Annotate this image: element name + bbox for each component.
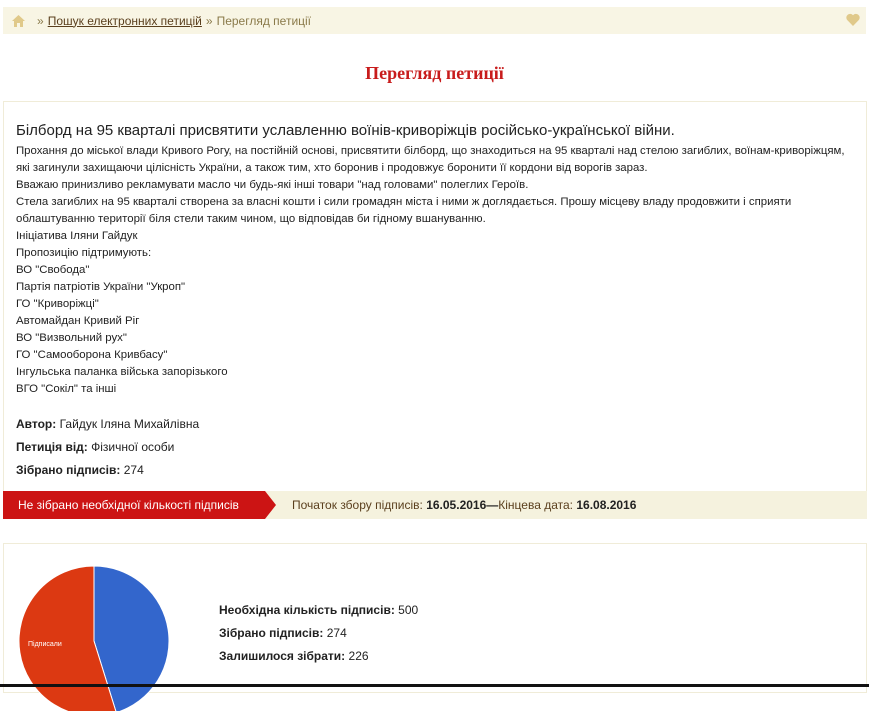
status-badge: Не зібрано необхідної кількості підписів bbox=[3, 491, 265, 519]
signatures-row bbox=[16, 463, 144, 477]
start-date: 16.05.2016 bbox=[426, 498, 487, 512]
collection-dates bbox=[292, 491, 636, 519]
end-label: Кінцева дата: bbox=[498, 498, 573, 512]
status-badge-arrow bbox=[265, 491, 276, 519]
supporter-item: ВО "Визвольний рух" bbox=[16, 332, 127, 344]
petition-paragraph: Стела загиблих на 95 кварталі створена за власні кошти і сили громадян міста і ними ж доглядається. Прошу місцеву владу продовжити і сприяти облаштуванню території біля стели таким чином, що відповідав би гідному вшануванню. bbox=[16, 196, 792, 225]
signatures-value: 274 bbox=[123, 463, 144, 477]
supporter-item: Інгульська паланка війська запорізького bbox=[16, 366, 228, 378]
home-icon[interactable] bbox=[12, 15, 25, 27]
start-label: Початок збору підписів: bbox=[292, 498, 423, 512]
remaining-value: 226 bbox=[348, 649, 369, 663]
petition-from-label: Петиція від: bbox=[16, 440, 88, 454]
supporter-item: Партія патріотів України "Укроп" bbox=[16, 281, 186, 293]
author-label: Автор: bbox=[16, 417, 57, 431]
signatures-label: Зібрано підписів: bbox=[16, 463, 121, 477]
end-date: 16.08.2016 bbox=[576, 498, 637, 512]
remaining-row bbox=[219, 649, 369, 663]
remaining-label: Залишилося зібрати: bbox=[219, 649, 346, 663]
petition-title: Білборд на 95 кварталі присвятити уславленню воїнів-криворіжців російсько-української війни. bbox=[16, 122, 675, 139]
author-row bbox=[16, 417, 199, 431]
page-title: Перегляд петиції bbox=[365, 63, 504, 83]
petition-paragraph: Прохання до міської влади Кривого Рогу, на постійній основі, присвятити білборд, що знаходиться на 95 кварталі над стелою загиблих, воїнам-криворіжцям, які загинули захищаючи цілісність України, а також тим, хто боронив і продовжує боронити її кордони від ворогів зараз. bbox=[16, 145, 845, 174]
supporter-item: Автомайдан Кривий Ріг bbox=[16, 315, 140, 327]
supporter-item: ВГО "Сокіл" та інші bbox=[16, 383, 117, 395]
breadcrumb bbox=[3, 7, 866, 34]
pie-slice-label: Підписали bbox=[28, 641, 62, 648]
date-dash: — bbox=[486, 498, 499, 512]
petition-from-row bbox=[16, 440, 174, 454]
breadcrumb-current: Перегляд петиції bbox=[216, 13, 312, 28]
collected-row bbox=[219, 626, 347, 640]
supporter-item: ГО "Криворіжці" bbox=[16, 298, 99, 310]
heart-icon[interactable] bbox=[846, 13, 860, 26]
breadcrumb-separator: » bbox=[37, 13, 44, 28]
petition-paragraph: Вважаю принизливо рекламувати масло чи будь-які інші товари "над головами" полеглих Героїв. bbox=[16, 179, 529, 191]
author-value: Гайдук Іляна Михайлівна bbox=[59, 417, 200, 431]
status-bar bbox=[3, 491, 867, 519]
petition-paragraph: Ініціатива Іляни Гайдук bbox=[16, 230, 138, 242]
breadcrumb-link-search[interactable]: Пошук електронних петицій bbox=[47, 13, 202, 28]
collected-label: Зібрано підписів: bbox=[219, 626, 324, 640]
supporter-item: ГО "Самооборона Кривбасу" bbox=[16, 349, 168, 361]
signatures-pie-chart bbox=[19, 561, 169, 711]
breadcrumb-separator: » bbox=[205, 13, 213, 28]
required-row bbox=[219, 603, 418, 617]
required-value: 500 bbox=[398, 603, 419, 617]
petition-body bbox=[16, 143, 861, 398]
required-label: Необхідна кількість підписів: bbox=[219, 603, 395, 617]
supporter-item: ВО "Свобода" bbox=[16, 264, 90, 276]
petition-paragraph: Пропозицію підтримують: bbox=[16, 247, 152, 259]
petition-from-value: Фізичної особи bbox=[91, 440, 175, 454]
collected-value: 274 bbox=[326, 626, 347, 640]
